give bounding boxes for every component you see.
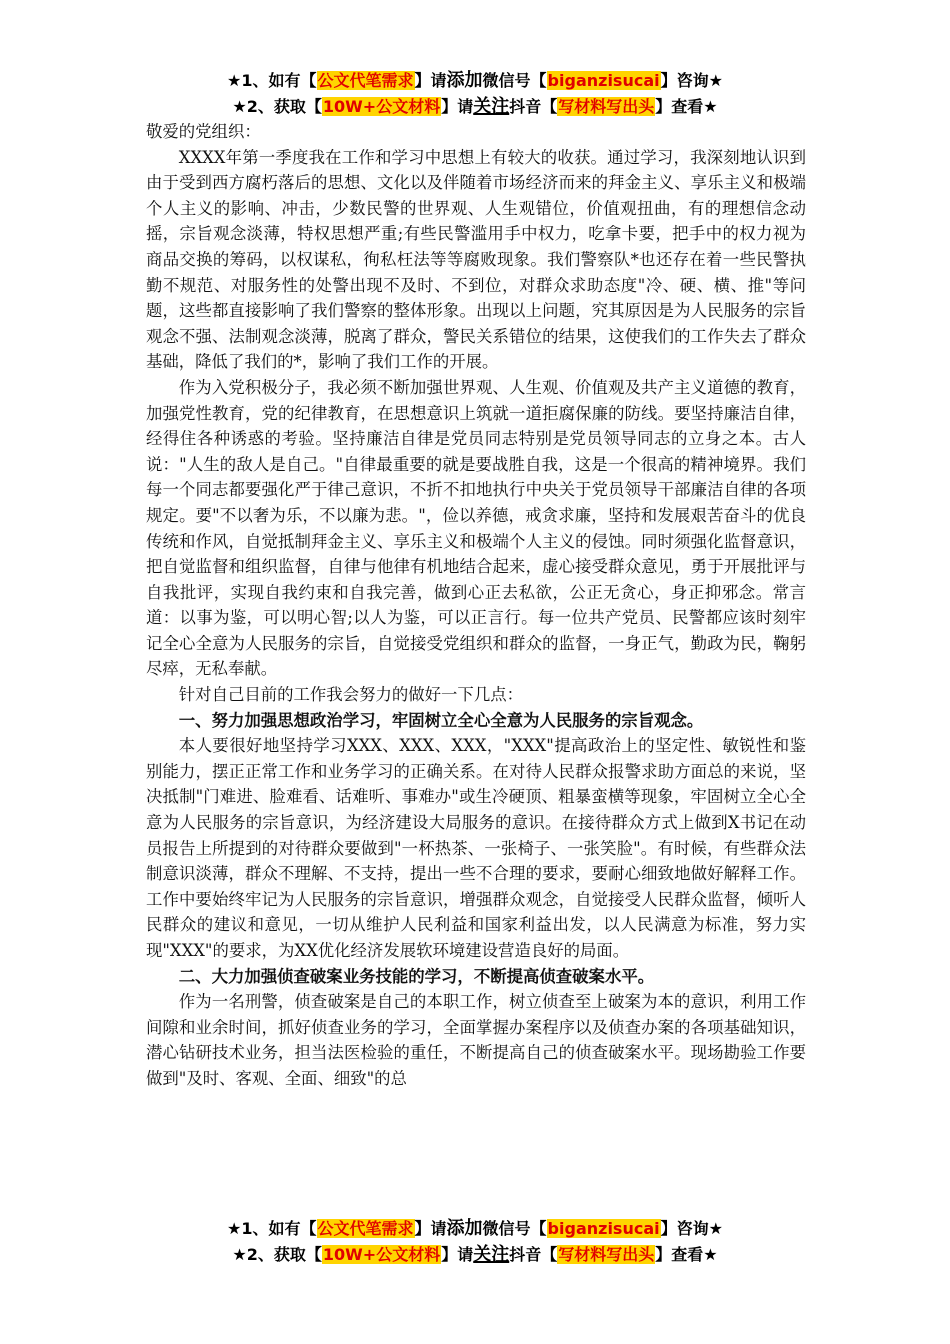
footer-banner xyxy=(0,1216,950,1268)
banner-line-1: ★1、如有【公文代笔需求】请添加微信号【biganzisucai】咨询★ xyxy=(227,70,723,91)
banner-highlight: 公文代笔需求 xyxy=(317,71,414,90)
salutation: 敬爱的党组织： xyxy=(146,122,261,141)
banner-highlight: biganzisucai xyxy=(547,1219,660,1238)
banner-highlight: 10W+公文材料 xyxy=(322,97,441,116)
section-heading-2: 二、大力加强侦查破案业务技能的学习，不断提高侦查破案水平。 xyxy=(178,966,655,986)
banner-highlight: 写材料写出头 xyxy=(558,97,655,116)
paragraph: 针对自己目前的工作我会努力的做好一下几点： xyxy=(178,685,523,705)
banner-line-2: ★2、获取【10W+公文材料】请关注抖音【写材料写出头】查看★ xyxy=(232,96,718,117)
banner-highlight: biganzisucai xyxy=(547,71,660,90)
banner-highlight: 公文代笔需求 xyxy=(317,1219,414,1238)
banner-line-2: ★2、获取【10W+公文材料】请关注抖音【写材料写出头】查看★ xyxy=(232,1244,718,1265)
header-banner xyxy=(0,68,950,120)
paragraph: XXXX年第一季度我在工作和学习中思想上有较大的收获。通过学习，我深刻地认识到由于受到西方腐朽落后的思想、文化以及伴随着市场经济而来的拜金主义、享乐主义和极端个人主义的影响、冲击，少数民警的世界观、人生观错位，价值观扭曲，有的理想信念动摇，宗旨观念淡薄，特权思想严重;有些民警滥用手中权力，吃拿卡要，把手中的权力视为商品交换的筹码，以权谋私，徇私枉法等等腐败现象。我们警察队*也还存在着一些民警执勤不规范、对服务性的处警出现不及时、不到位，对群众求助态度"冷、硬、横、推"等问题，这些都直接影响了我们警察的整体形象。出现以上问题，究其原因是为人民服务的宗旨观念不强、法制观念淡薄，脱离了群众，警民关系错位的结果，这使我们的工作失去了群众基础，降低了我们的*，影响了我们工作的开展。 xyxy=(146,147,806,372)
paragraph: 本人要很好地坚持学习XXX、XXX、XXX，"XXX"提高政治上的坚定性、敏锐性和鉴别能力，摆正正常工作和业务学习的正确关系。在对待人民群众报警求助方面总的来说，坚决抵制"门难进、脸难看、话难听、事难办"或生冷硬顶、粗暴蛮横等现象，牢固树立全心全意为人民服务的宗旨意识，为经济建设大局服务的意识。在接待群众方式上做到X书记在动员报告上所提到的对待群众要做到"一杯热茶、一张椅子、一张笑脸"。有时候，有些群众法制意识淡薄，群众不理解、不支持，提出一些不合理的要求，要耐心细致地做好解释工作。工作中要始终牢记为人民服务的宗旨意识，增强群众观念，自觉接受人民群众监督，倾听人民群众的建议和意见，一切从维护人民利益和国家利益出发，以人民满意为标准，努力实现"XXX"的要求，为XX优化经济发展软环境建设营造良好的局面。 xyxy=(146,736,806,960)
document-body xyxy=(146,119,806,1092)
paragraph: 作为入党积极分子，我必须不断加强世界观、人生观、价值观及共产主义道德的教育，加强党性教育，党的纪律教育，在思想意识上筑就一道拒腐保廉的防线。要坚持廉洁自律，经得住各种诱惑的考验。坚持廉洁自律是党员同志特别是党员领导同志的立身之本。古人说："人生的敌人是自己。"自律最重要的就是要战胜自我，这是一个很高的精神境界。我们每一个同志都要强化严于律己意识，不折不扣地执行中央关于党员领导干部廉洁自律的各项规定。要"不以奢为乐，不以廉为悲。"，俭以养德，戒贪求廉，坚持和发展艰苦奋斗的优良传统和作风，自觉抵制拜金主义、享乐主义和极端个人主义的侵蚀。同时须强化监督意识，把自觉监督和组织监督，自律与他律有机地结合起来，虚心接受群众意见，勇于开展批评与自我批评，实现自我约束和自我完善，做到心正去私欲，公正无贪心，身正抑邪念。常言道：以事为鉴，可以明心智;以人为鉴，可以正言行。每一位共产党员、民警都应该时刻牢记全心全意为人民服务的宗旨，自觉接受党组织和群众的监督，一身正气，勤政为民，鞠躬尽瘁，无私奉献。 xyxy=(146,377,806,679)
banner-line-1: ★1、如有【公文代笔需求】请添加微信号【biganzisucai】咨询★ xyxy=(227,1218,723,1239)
section-heading-1: 一、努力加强思想政治学习，牢固树立全心全意为人民服务的宗旨观念。 xyxy=(178,710,704,730)
paragraph: 作为一名刑警，侦查破案是自己的本职工作，树立侦查至上破案为本的意识，利用工作间隙和业余时间，抓好侦查业务的学习，全面掌握办案程序以及侦查办案的各项基础知识，潜心钻研技术业务，担当法医检验的重任，不断提高自己的侦查破案水平。现场勘验工作要做到"及时、客观、全面、细致"的总 xyxy=(146,992,806,1088)
banner-highlight: 写材料写出头 xyxy=(558,1245,655,1264)
banner-highlight: 10W+公文材料 xyxy=(322,1245,441,1264)
